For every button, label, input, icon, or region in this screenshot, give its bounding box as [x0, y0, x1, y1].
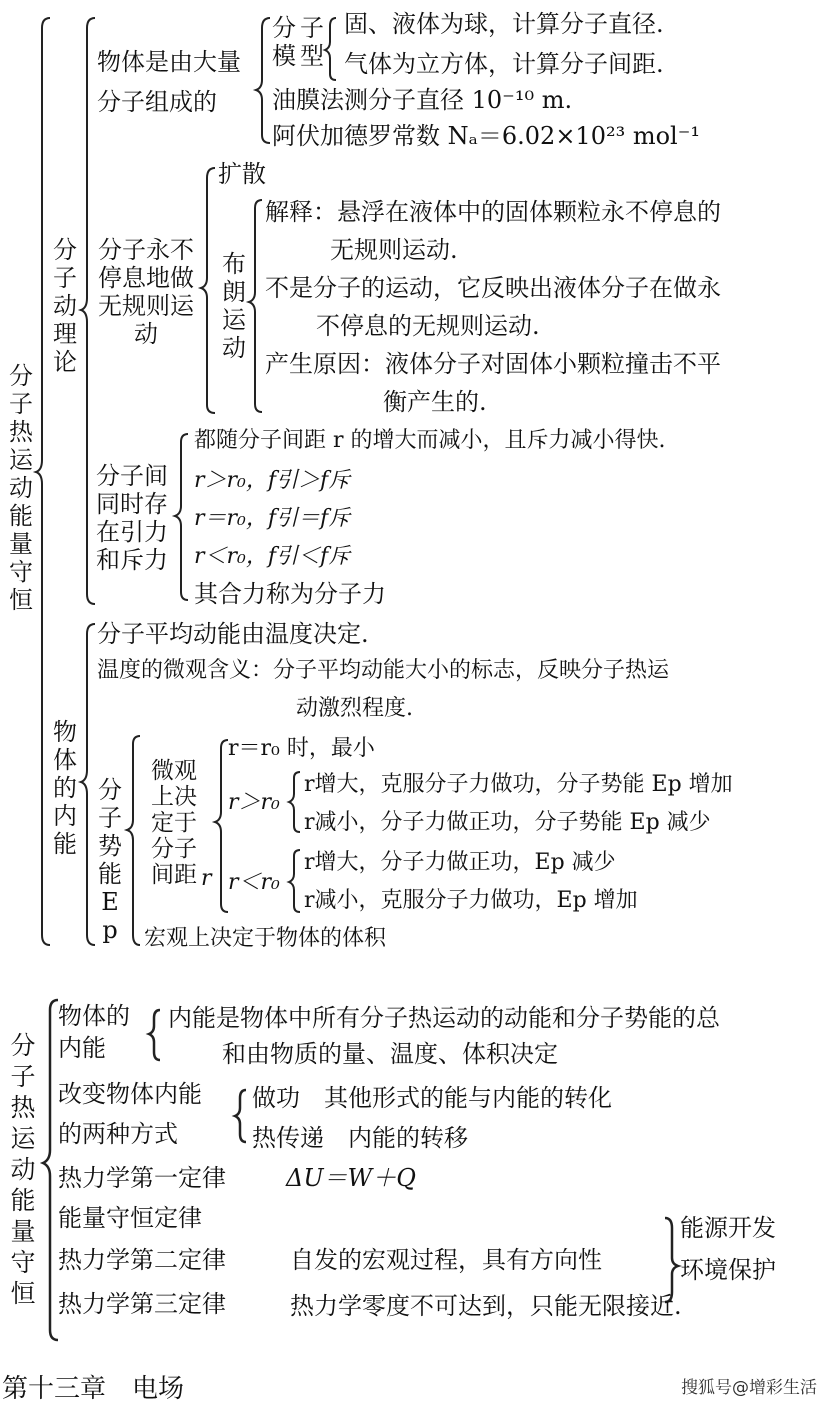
- explain-l2: 无规则运动.: [330, 236, 458, 264]
- b2-brace: [201, 168, 215, 413]
- bottom-ie-brace: [149, 1010, 160, 1060]
- r-eq: r＝r₀ 时，最小: [228, 736, 375, 761]
- notmol-l2: 不停息的无规则运动.: [316, 312, 540, 340]
- bottom-ie-def-l1: 内能是物体中所有分子热运动的动能和分子势能的总: [168, 1004, 720, 1032]
- lt-brace: [289, 850, 300, 912]
- notmol-l1: 不是分子的运动，它反映出液体分子在做永: [265, 274, 721, 302]
- bottom-conservation: 能量守恒定律: [58, 1204, 202, 1232]
- force-eq: r＝r₀，f引＝f斥: [194, 506, 351, 531]
- bottom-heat: 热传递 内能的转移: [252, 1124, 468, 1152]
- bottom-law2-label: 热力学第二定律: [58, 1246, 226, 1274]
- bottom-ie-label-l1: 物体的: [58, 1002, 130, 1030]
- b3-brace: [175, 434, 188, 600]
- bottom-change-brace: [235, 1090, 246, 1142]
- oil-film: 油膜法测分子直径 10⁻¹⁰ m.: [272, 86, 573, 114]
- r-gt: r＞r₀: [228, 790, 280, 815]
- bottom-energy-dev: 能源开发: [680, 1214, 776, 1242]
- internal-energy-label: 物体的内能: [53, 718, 77, 858]
- kinetic-theory-label: 分子动理论: [53, 236, 77, 376]
- brownian-label: 布朗运动: [222, 250, 246, 362]
- root-brace: [36, 18, 50, 945]
- brownian-brace: [249, 200, 262, 412]
- bottom-ie-label-l2: 内能: [58, 1034, 106, 1062]
- pe-brace: [127, 736, 140, 945]
- r-label: r: [201, 866, 212, 891]
- bottom-change-l1: 改变物体内能: [58, 1080, 202, 1108]
- b2-label: 分子永不停息地做无规则运动: [98, 236, 194, 348]
- root-label: 分子热运动能量守恒: [9, 362, 33, 614]
- r-lt: r＜r₀: [228, 870, 280, 895]
- gt-brace: [289, 772, 300, 832]
- model-label-l2: 模型: [272, 42, 328, 70]
- cause-l1: 产生原因：液体分子对固体小颗粒撞击不平: [265, 350, 721, 378]
- bottom-root-label: 分子热运动能量守恒: [10, 1031, 36, 1308]
- decrease: 都随分子间距 r 的增大而减小，且斥力减小得快.: [194, 428, 666, 453]
- b3-label: 分子间同时存在引力和斥力: [96, 462, 168, 574]
- bottom-law3-label: 热力学第三定律: [58, 1290, 226, 1318]
- lt-inc: r增大，分子力做正功，Ep 减少: [304, 850, 616, 875]
- gt-dec: r减小，分子力做正功，分子势能 Ep 减少: [304, 810, 711, 835]
- bottom-law2-brace: [665, 1218, 678, 1302]
- watermark: 搜狐号@增彩生活: [681, 1378, 817, 1398]
- kinetic-brace: [81, 18, 95, 604]
- bottom-work: 做功 其他形式的能与内能的转化: [252, 1084, 612, 1112]
- model-gas: 气体为立方体，计算分子间距.: [344, 50, 664, 78]
- internal-brace: [81, 624, 95, 945]
- temp-l1: 温度的微观含义：分子平均动能大小的标志，反映分子热运: [97, 658, 670, 683]
- model-label-l1: 分子: [272, 14, 328, 42]
- force-lt: r＜r₀，f引＜f斥: [194, 544, 351, 569]
- b1-label-line1: 物体是由大量: [97, 48, 241, 76]
- bottom-law1-label: 热力学第一定律: [58, 1164, 226, 1192]
- model-solid: 固、液体为球，计算分子直径.: [344, 10, 664, 38]
- b1-label-line2: 分子组成的: [97, 88, 217, 116]
- bottom-law3-text: 热力学零度不可达到，只能无限接近.: [290, 1292, 682, 1320]
- pe-label: 分子势能Ep: [98, 776, 122, 944]
- lt-dec: r减小，克服分子力做功，Ep 增加: [304, 888, 638, 913]
- macro: 宏观上决定于物体的体积: [144, 926, 387, 951]
- explain-l1: 解释：悬浮在液体中的固体颗粒永不停息的: [265, 198, 721, 226]
- diffusion: 扩散: [218, 160, 266, 188]
- bottom-law1-formula: ΔU＝W＋Q: [286, 1164, 416, 1192]
- resultant: 其合力称为分子力: [194, 580, 386, 608]
- ke-temp: 分子平均动能由温度决定.: [97, 620, 369, 648]
- gt-inc: r增大，克服分子力做功，分子势能 Ep 增加: [304, 772, 733, 797]
- micro-label: 微观上决定于分子间距: [151, 758, 197, 888]
- bottom-law2-text: 自发的宏观过程，具有方向性: [290, 1246, 602, 1274]
- bottom-env: 环境保护: [680, 1256, 776, 1284]
- bottom-change-l2: 的两种方式: [58, 1120, 178, 1148]
- force-gt: r＞r₀，f引＞f斥: [194, 468, 351, 493]
- bottom-ie-def-l2: 和由物质的量、温度、体积决定: [222, 1040, 558, 1068]
- micro-brace: [215, 740, 228, 912]
- bottom-root-brace: [43, 1000, 58, 1340]
- b1-brace: [256, 18, 270, 143]
- chapter-title: 第十三章 电场: [2, 1374, 185, 1404]
- cause-l2: 衡产生的.: [383, 388, 487, 416]
- avogadro: 阿伏加德罗常数 Nₐ＝6.02×10²³ mol⁻¹: [272, 122, 701, 150]
- temp-l2: 动激烈程度.: [296, 696, 413, 721]
